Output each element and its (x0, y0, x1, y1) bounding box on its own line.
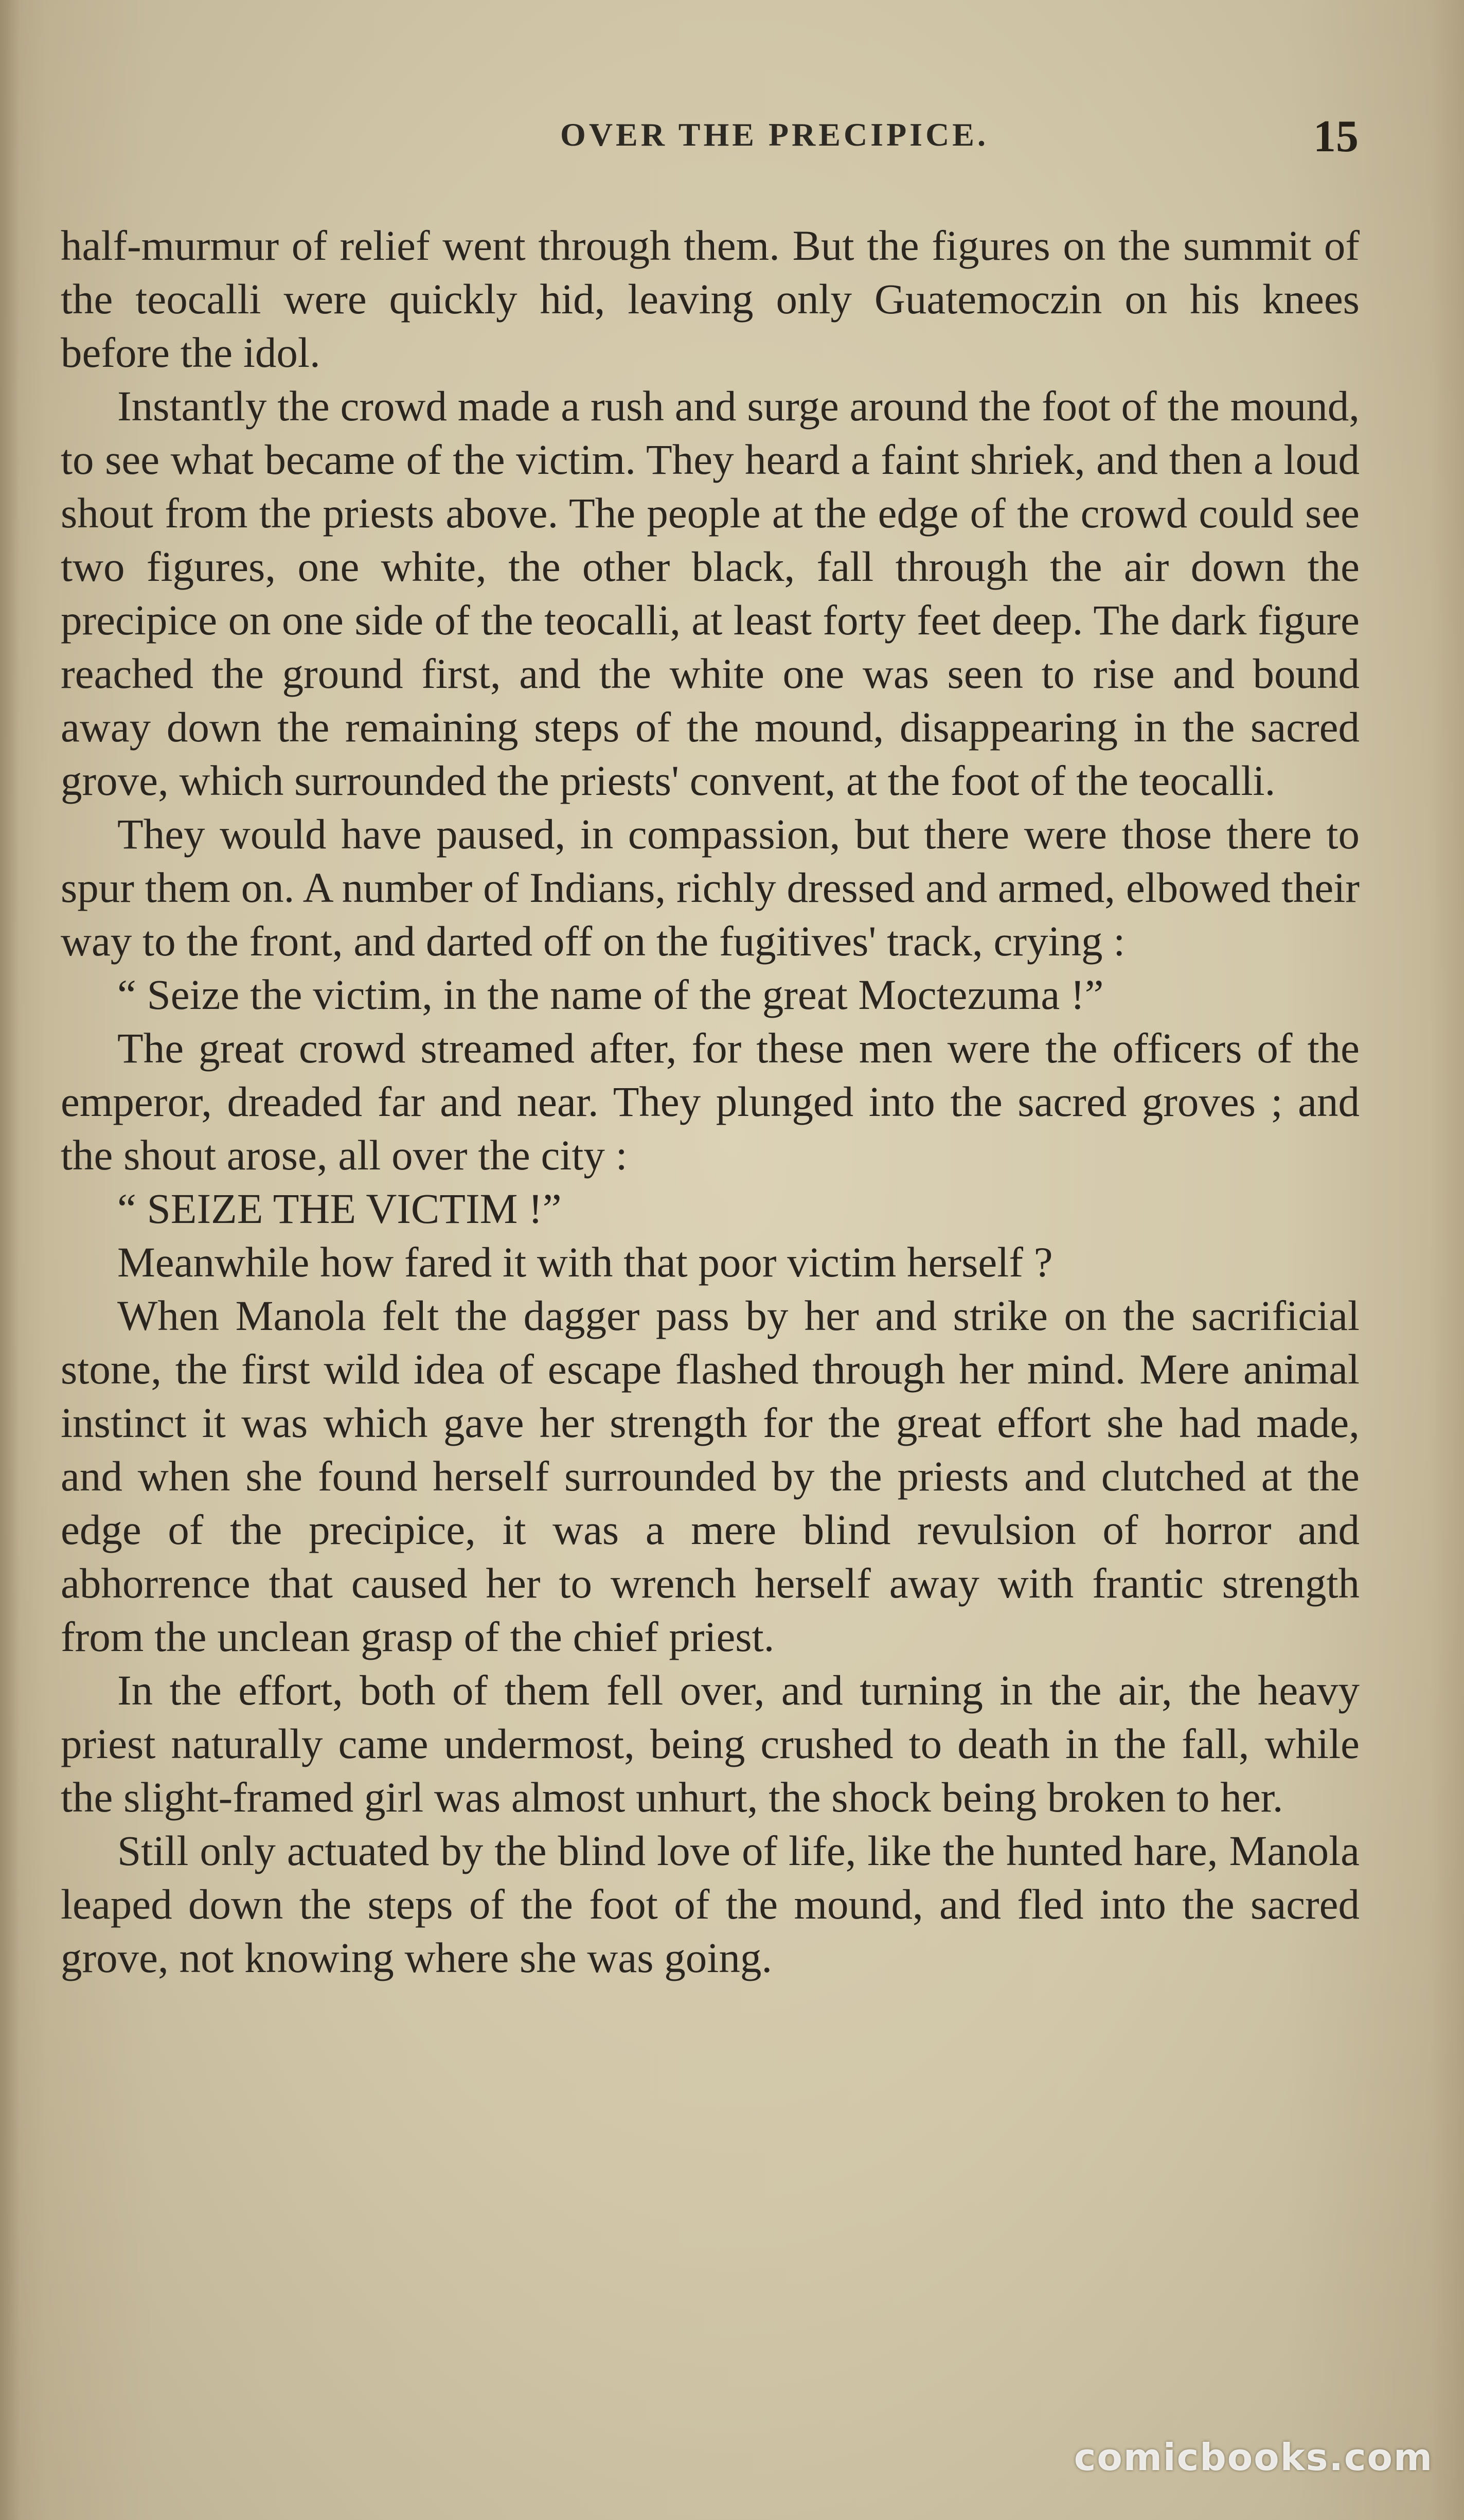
watermark: comicbooks.com (1074, 2436, 1433, 2479)
paragraph: The great crowd streamed after, for these men were the officers of the emperor, dreaded far and near. They plunged into the sacred groves ; and the shout arose, all over the city : (61, 1024, 1360, 1179)
paragraph: Still only actuated by the blind love of life, like the hunted hare, Manola leaped down the steps of the foot of the mound, and fled into the sacred grove, not knowing where she was going. (61, 1827, 1360, 1981)
quoted-shout: “ Seize the victim, in the name of the great Moctezuma !” (117, 971, 1104, 1018)
page-header (62, 112, 1359, 172)
paragraph: They would have paused, in compassion, but there were those there to spur them on. A number of Indians, richly dressed and armed, elbowed their way to the front, and darted off on the fugitives' track, crying : (61, 810, 1360, 965)
paragraph: When Manola felt the dagger pass by her and strike on the sacrificial stone, the first wild idea of escape flashed through her mind. Mere animal instinct it was which gave her strength for the great effort she had made, and when she found herself surrounded by the priests and clutched at the edge of the precipice, it was a mere blind revulsion of horror and abhorrence that caused her to wrench herself away with frantic strength from the unclean grasp of the chief priest. (61, 1292, 1360, 1660)
quoted-shout: “ SEIZE THE VICTIM !” (117, 1185, 562, 1232)
running-title: OVER THE PRECIPICE. (560, 116, 989, 153)
paragraph: Meanwhile how fared it with that poor victim herself ? (117, 1238, 1053, 1286)
paragraph: Instantly the crowd made a rush and surge around the foot of the mound, to see what became of the victim. They heard a faint shriek, and then a loud shout from the priests above. The people at the edge of the crowd could see two figures, one white, the other black, fall through the air down the precipice on one side of the teocalli, at least forty feet deep. The dark figure reached the ground first, and the white one was seen to rise and bound away down the remaining steps of the mound, disappearing in the sacred grove, which surrounded the priests' convent, at the foot of the teocalli. (61, 382, 1360, 804)
paragraph: In the effort, both of them fell over, and turning in the air, the heavy priest naturally came undermost, being crushed to death in the fall, while the slight-framed girl was almost unhurt, the shock being broken to her. (61, 1666, 1360, 1821)
body-text (61, 219, 1360, 1984)
page-number: 15 (1313, 112, 1359, 162)
paragraph: half-murmur of relief went through them. But the figures on the summit of the teocalli were quickly hid, leaving only Guatemoczin on his knees before the idol. (61, 222, 1360, 376)
